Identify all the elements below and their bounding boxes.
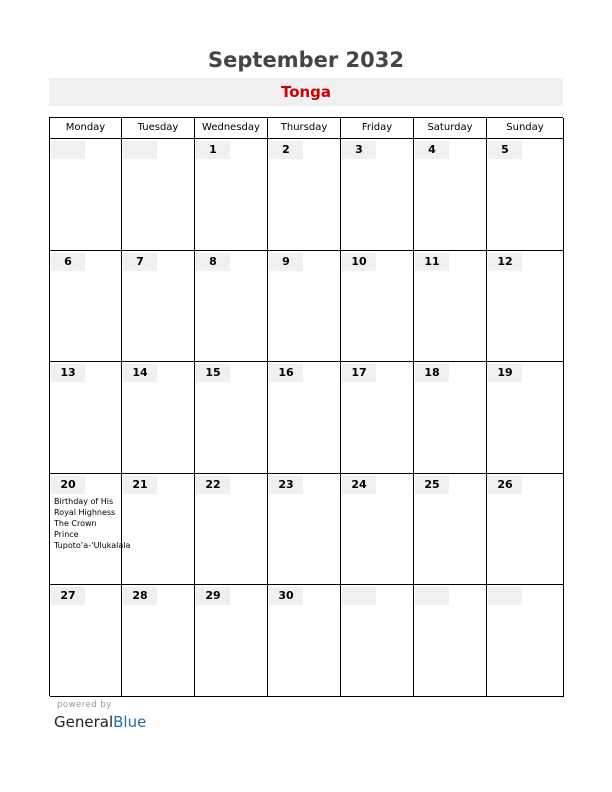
day-number bbox=[488, 587, 522, 605]
day-number: 4 bbox=[415, 141, 449, 159]
brand-logo[interactable] bbox=[54, 712, 146, 732]
weekday-header: Thursday bbox=[268, 118, 341, 139]
day-cell bbox=[487, 362, 564, 474]
day-cell bbox=[122, 585, 195, 697]
day-cell bbox=[268, 362, 341, 474]
day-number: 24 bbox=[342, 476, 376, 494]
day-number bbox=[342, 587, 376, 605]
day-cell bbox=[487, 585, 564, 697]
day-number: 23 bbox=[269, 476, 303, 494]
calendar-title: September 2032 bbox=[208, 48, 404, 72]
day-cell bbox=[122, 251, 195, 363]
day-cell bbox=[414, 474, 487, 586]
day-cell bbox=[195, 474, 268, 586]
day-number: 9 bbox=[269, 253, 303, 271]
day-cell bbox=[341, 251, 414, 363]
day-cell bbox=[414, 585, 487, 697]
day-cell bbox=[195, 139, 268, 251]
week-row bbox=[50, 474, 563, 586]
day-number: 13 bbox=[51, 364, 85, 382]
day-number: 14 bbox=[123, 364, 157, 382]
day-number: 6 bbox=[51, 253, 85, 271]
day-number: 26 bbox=[488, 476, 522, 494]
day-number: 1 bbox=[196, 141, 230, 159]
weekday-header: Friday bbox=[341, 118, 414, 139]
week-row bbox=[50, 251, 563, 363]
day-number: 2 bbox=[269, 141, 303, 159]
week-row bbox=[50, 139, 563, 251]
weekday-header-row bbox=[50, 118, 563, 139]
day-cell bbox=[268, 474, 341, 586]
day-number: 16 bbox=[269, 364, 303, 382]
day-number: 22 bbox=[196, 476, 230, 494]
day-cell bbox=[414, 139, 487, 251]
day-cell bbox=[487, 251, 564, 363]
day-cell bbox=[50, 251, 122, 363]
day-cell bbox=[195, 362, 268, 474]
day-cell bbox=[268, 139, 341, 251]
week-row bbox=[50, 362, 563, 474]
day-number: 29 bbox=[196, 587, 230, 605]
day-number: 5 bbox=[488, 141, 522, 159]
day-cell bbox=[50, 474, 131, 586]
day-cell bbox=[341, 474, 414, 586]
day-cell bbox=[487, 139, 564, 251]
day-cell bbox=[487, 474, 564, 586]
day-number: 19 bbox=[488, 364, 522, 382]
day-number: 28 bbox=[123, 587, 157, 605]
powered-by-label: powered by bbox=[57, 700, 112, 710]
country-name: Tonga bbox=[280, 83, 332, 101]
day-cell bbox=[268, 251, 341, 363]
day-number: 27 bbox=[51, 587, 85, 605]
weekday-header: Tuesday bbox=[122, 118, 195, 139]
day-number: 3 bbox=[342, 141, 376, 159]
day-number: 8 bbox=[196, 253, 230, 271]
week-row bbox=[50, 585, 563, 697]
day-cell bbox=[195, 585, 268, 697]
day-number: 21 bbox=[123, 476, 157, 494]
day-number: 11 bbox=[415, 253, 449, 271]
day-number: 20 bbox=[51, 476, 85, 494]
day-cell bbox=[341, 362, 414, 474]
day-number bbox=[51, 141, 85, 159]
day-cell bbox=[414, 362, 487, 474]
brand-name-part1: General bbox=[54, 713, 114, 731]
day-cell bbox=[122, 362, 195, 474]
calendar-grid bbox=[49, 117, 563, 696]
day-cell bbox=[341, 585, 414, 697]
weekday-header: Monday bbox=[50, 118, 122, 139]
day-cell bbox=[195, 251, 268, 363]
day-number bbox=[123, 141, 157, 159]
day-number bbox=[415, 587, 449, 605]
day-number: 25 bbox=[415, 476, 449, 494]
weekday-header: Wednesday bbox=[195, 118, 268, 139]
holiday-label: Birthday of His Royal Highness The Crown Prince Tupoto’a-‘Ulukalala bbox=[54, 496, 131, 550]
day-cell bbox=[414, 251, 487, 363]
day-cell bbox=[50, 139, 122, 251]
day-number: 15 bbox=[196, 364, 230, 382]
day-number: 18 bbox=[415, 364, 449, 382]
day-cell bbox=[50, 362, 122, 474]
day-number: 17 bbox=[342, 364, 376, 382]
day-cell bbox=[122, 474, 195, 586]
day-number: 7 bbox=[123, 253, 157, 271]
weekday-header: Saturday bbox=[414, 118, 487, 139]
day-cell bbox=[50, 585, 122, 697]
day-cell bbox=[341, 139, 414, 251]
day-number: 10 bbox=[342, 253, 376, 271]
day-cell bbox=[268, 585, 341, 697]
day-cell bbox=[122, 139, 195, 251]
day-number: 12 bbox=[488, 253, 522, 271]
day-number: 30 bbox=[269, 587, 303, 605]
brand-name-part2: Blue bbox=[113, 713, 147, 731]
weekday-header: Sunday bbox=[487, 118, 564, 139]
